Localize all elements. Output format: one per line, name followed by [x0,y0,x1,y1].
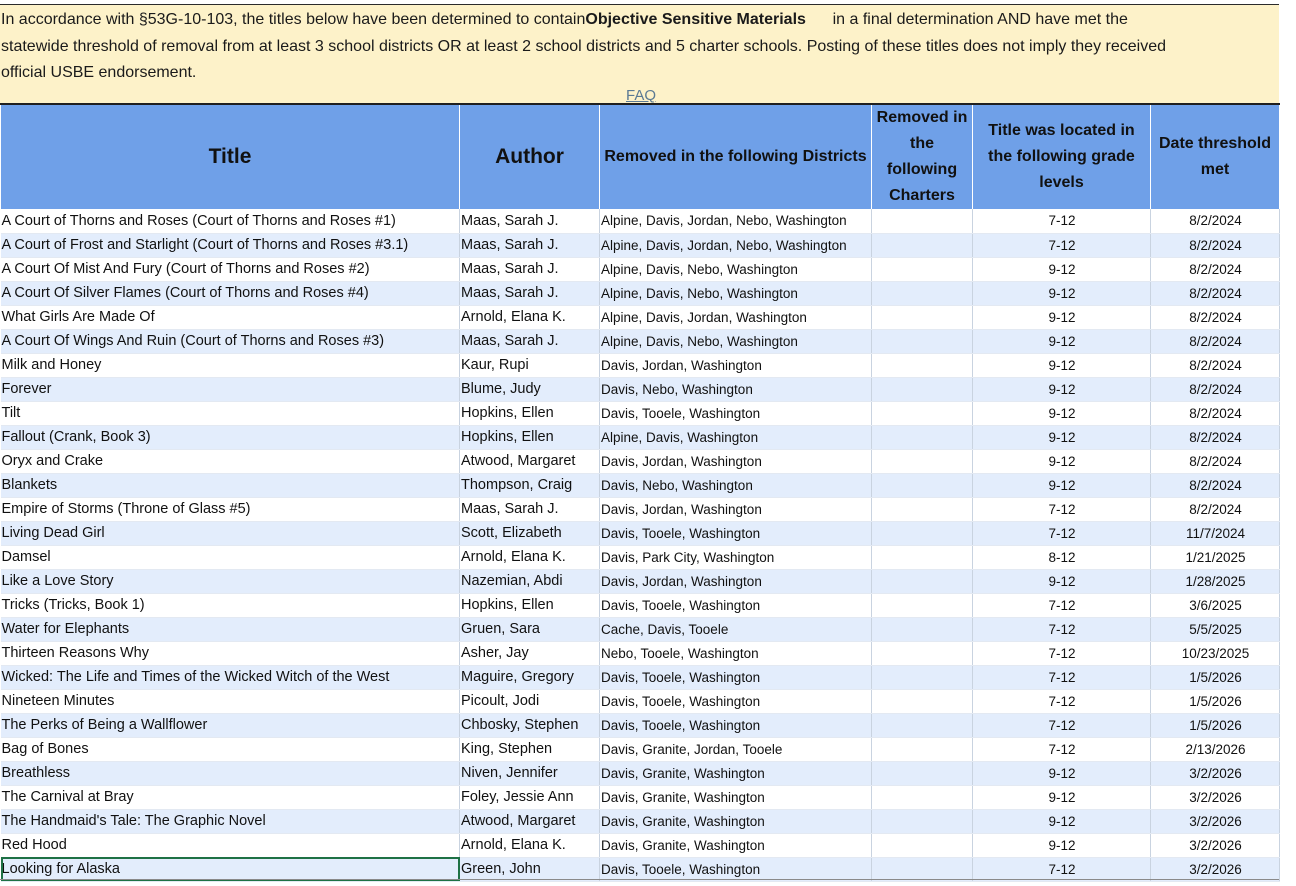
cell-charters[interactable] [872,305,973,329]
table-row [1,713,1280,737]
cell-charters[interactable] [872,737,973,761]
cell-date[interactable]: 8/2/2024 [1151,257,1280,281]
cell-date[interactable]: 1/5/2026 [1151,713,1280,737]
notice-banner [0,4,1279,104]
cell-title[interactable]: What Girls Are Made Of [1,305,460,329]
cell-charters[interactable] [872,281,973,305]
cell-charters[interactable] [872,617,973,641]
cell-title[interactable]: Thirteen Reasons Why [1,641,460,665]
cell-charters[interactable] [872,713,973,737]
cell-grades[interactable]: 7-12 [973,233,1151,257]
header-author[interactable]: Author [460,104,600,209]
cell-title[interactable]: Breathless [1,761,460,785]
cell-charters[interactable] [872,209,973,233]
cell-date[interactable]: 2/13/2026 [1151,737,1280,761]
cell-grades[interactable]: 7-12 [973,857,1151,881]
cell-grades[interactable]: 9-12 [973,305,1151,329]
cell-grades[interactable]: 9-12 [973,353,1151,377]
cell-author[interactable]: Maas, Sarah J. [460,233,600,257]
cell-title[interactable]: Oryx and Crake [1,449,460,473]
header-date[interactable]: Date threshold met [1151,104,1280,209]
table-row [1,449,1280,473]
cell-districts[interactable]: Alpine, Davis, Washington [600,425,872,449]
table-row [1,857,1280,881]
cell-title[interactable]: Living Dead Girl [1,521,460,545]
cell-title[interactable]: A Court Of Mist And Fury (Court of Thorns and Roses #2) [1,257,460,281]
cell-title[interactable]: Forever [1,377,460,401]
cell-districts[interactable]: Davis, Granite, Washington [600,761,872,785]
table-row [1,569,1280,593]
cell-grades[interactable]: 7-12 [973,641,1151,665]
table-row [1,473,1280,497]
cell-districts[interactable]: Alpine, Davis, Nebo, Washington [600,329,872,353]
cell-title[interactable]: Damsel [1,545,460,569]
cell-grades[interactable]: 9-12 [973,785,1151,809]
cell-grades[interactable]: 7-12 [973,689,1151,713]
cell-grades[interactable]: 9-12 [973,281,1151,305]
notice-text [1,7,1279,87]
cell-date[interactable]: 3/2/2026 [1151,761,1280,785]
cell-grades[interactable]: 9-12 [973,833,1151,857]
cell-charters[interactable] [872,761,973,785]
cell-charters[interactable] [872,497,973,521]
cell-author[interactable]: Atwood, Margaret [460,449,600,473]
cell-date[interactable]: 8/2/2024 [1151,353,1280,377]
cell-charters[interactable] [872,641,973,665]
cell-districts[interactable]: Davis, Granite, Washington [600,833,872,857]
cell-author[interactable]: Maas, Sarah J. [460,281,600,305]
cell-date[interactable]: 8/2/2024 [1151,377,1280,401]
header-grades[interactable]: Title was located in the following grade levels [973,104,1151,209]
cell-date[interactable]: 3/2/2026 [1151,809,1280,833]
table-row [1,401,1280,425]
cell-date[interactable]: 3/2/2026 [1151,833,1280,857]
cell-districts[interactable]: Davis, Tooele, Washington [600,401,872,425]
cell-charters[interactable] [872,833,973,857]
cell-grades[interactable]: 9-12 [973,425,1151,449]
cell-author[interactable]: Arnold, Elana K. [460,545,600,569]
cell-title[interactable]: Blankets [1,473,460,497]
cell-districts[interactable]: Davis, Jordan, Washington [600,353,872,377]
cell-date[interactable]: 1/5/2026 [1151,689,1280,713]
cell-districts[interactable]: Davis, Jordan, Washington [600,449,872,473]
cell-grades[interactable]: 9-12 [973,569,1151,593]
cell-date[interactable]: 3/2/2026 [1151,785,1280,809]
cell-author[interactable]: Atwood, Margaret [460,809,600,833]
table-row [1,641,1280,665]
header-row [1,104,1280,209]
cell-charters[interactable] [872,329,973,353]
table-row [1,281,1280,305]
cell-charters[interactable] [872,353,973,377]
table-row [1,209,1280,233]
table-row [1,257,1280,281]
cell-districts[interactable]: Davis, Tooele, Washington [600,689,872,713]
cell-charters[interactable] [872,785,973,809]
cell-grades[interactable]: 9-12 [973,257,1151,281]
cell-author[interactable]: Kaur, Rupi [460,353,600,377]
cell-title[interactable]: The Carnival at Bray [1,785,460,809]
titles-table [0,103,1280,882]
cell-title[interactable]: The Perks of Being a Wallflower [1,713,460,737]
cell-date[interactable]: 8/2/2024 [1151,473,1280,497]
cell-author[interactable]: Arnold, Elana K. [460,833,600,857]
cell-author[interactable]: Niven, Jennifer [460,761,600,785]
cell-title[interactable]: A Court Of Silver Flames (Court of Thorns and Roses #4) [1,281,460,305]
table-row [1,809,1280,833]
notice-bold: Objective Sensitive Materials [585,11,806,28]
cell-districts[interactable]: Davis, Granite, Washington [600,809,872,833]
cell-charters[interactable] [872,569,973,593]
table-row [1,833,1280,857]
cell-districts[interactable]: Davis, Park City, Washington [600,545,872,569]
table-row [1,233,1280,257]
table-row [1,617,1280,641]
table-body [1,209,1280,881]
cell-grades[interactable]: 9-12 [973,473,1151,497]
table-row [1,593,1280,617]
cell-charters[interactable] [872,257,973,281]
cell-title[interactable]: Fallout (Crank, Book 3) [1,425,460,449]
cell-grades[interactable]: 7-12 [973,497,1151,521]
cell-charters[interactable] [872,401,973,425]
cell-title[interactable]: Tilt [1,401,460,425]
cell-author[interactable]: Maas, Sarah J. [460,329,600,353]
cell-date[interactable]: 5/5/2025 [1151,617,1280,641]
cell-grades[interactable]: 7-12 [973,713,1151,737]
cell-title[interactable]: Red Hood [1,833,460,857]
cell-author[interactable]: Picoult, Jodi [460,689,600,713]
table-row [1,785,1280,809]
cell-title[interactable]: Looking for Alaska [1,857,460,881]
cell-districts[interactable]: Cache, Davis, Tooele [600,617,872,641]
cell-districts[interactable]: Davis, Granite, Washington [600,785,872,809]
table-row [1,761,1280,785]
cell-charters[interactable] [872,521,973,545]
table-row [1,425,1280,449]
cell-title[interactable]: Milk and Honey [1,353,460,377]
cell-author[interactable]: Hopkins, Ellen [460,401,600,425]
notice-pre: In accordance with §53G-10-103, the titles below have been determined to contain [1,11,586,28]
cell-districts[interactable]: Alpine, Davis, Jordan, Nebo, Washington [600,209,872,233]
cell-author[interactable]: Chbosky, Stephen [460,713,600,737]
cell-districts[interactable]: Davis, Nebo, Washington [600,377,872,401]
table-row [1,737,1280,761]
cell-charters[interactable] [872,665,973,689]
cell-title[interactable]: Empire of Storms (Throne of Glass #5) [1,497,460,521]
cell-author[interactable]: Asher, Jay [460,641,600,665]
cell-date[interactable]: 10/23/2025 [1151,641,1280,665]
cell-author[interactable]: Hopkins, Ellen [460,593,600,617]
faq-link[interactable]: FAQ [626,87,657,104]
table-row [1,353,1280,377]
cell-grades[interactable]: 9-12 [973,761,1151,785]
cell-districts[interactable]: Alpine, Davis, Jordan, Nebo, Washington [600,233,872,257]
cell-grades[interactable]: 9-12 [973,449,1151,473]
cell-author[interactable]: Maas, Sarah J. [460,257,600,281]
cell-charters[interactable] [872,809,973,833]
cell-charters[interactable] [872,545,973,569]
cell-author[interactable]: Nazemian, Abdi [460,569,600,593]
cell-districts[interactable]: Davis, Jordan, Washington [600,497,872,521]
cell-date[interactable]: 3/6/2025 [1151,593,1280,617]
cell-date[interactable]: 8/2/2024 [1151,305,1280,329]
header-districts[interactable]: Removed in the following Districts [600,104,872,209]
cell-date[interactable]: 8/2/2024 [1151,425,1280,449]
table-row [1,665,1280,689]
cell-charters[interactable] [872,377,973,401]
table-row [1,377,1280,401]
table-row [1,521,1280,545]
cell-charters[interactable] [872,233,973,257]
cell-grades[interactable]: 7-12 [973,209,1151,233]
cell-districts[interactable]: Davis, Granite, Jordan, Tooele [600,737,872,761]
cell-title[interactable]: A Court of Frost and Starlight (Court of Thorns and Roses #3.1) [1,233,460,257]
cell-author[interactable]: Foley, Jessie Ann [460,785,600,809]
cell-title[interactable]: Like a Love Story [1,569,460,593]
cell-title[interactable]: Bag of Bones [1,737,460,761]
cell-author[interactable]: Maas, Sarah J. [460,497,600,521]
table-row [1,497,1280,521]
cell-author[interactable]: Arnold, Elana K. [460,305,600,329]
cell-grades[interactable]: 8-12 [973,545,1151,569]
cell-title[interactable]: A Court of Thorns and Roses (Court of Thorns and Roses #1) [1,209,460,233]
cell-date[interactable]: 1/28/2025 [1151,569,1280,593]
cell-districts[interactable]: Davis, Nebo, Washington [600,473,872,497]
cell-grades[interactable]: 7-12 [973,665,1151,689]
cell-grades[interactable]: 9-12 [973,401,1151,425]
cell-author[interactable]: Maguire, Gregory [460,665,600,689]
cell-grades[interactable]: 7-12 [973,593,1151,617]
cell-author[interactable]: Green, John [460,857,600,881]
cell-date[interactable]: 8/2/2024 [1151,401,1280,425]
cell-districts[interactable]: Davis, Jordan, Washington [600,569,872,593]
table-row [1,689,1280,713]
cell-charters[interactable] [872,449,973,473]
cell-title[interactable]: Nineteen Minutes [1,689,460,713]
cell-charters[interactable] [872,473,973,497]
cell-grades[interactable]: 9-12 [973,809,1151,833]
cell-grades[interactable]: 9-12 [973,377,1151,401]
table-bottom-border [0,879,1279,880]
cell-districts[interactable]: Davis, Tooele, Washington [600,713,872,737]
cell-grades[interactable]: 7-12 [973,737,1151,761]
cell-grades[interactable]: 9-12 [973,329,1151,353]
cell-charters[interactable] [872,857,973,881]
header-title[interactable]: Title [1,104,460,209]
cell-grades[interactable]: 7-12 [973,521,1151,545]
cell-author[interactable]: King, Stephen [460,737,600,761]
table-row [1,305,1280,329]
cell-author[interactable]: Hopkins, Ellen [460,425,600,449]
cell-title[interactable]: Wicked: The Life and Times of the Wicked Witch of the West [1,665,460,689]
cell-districts[interactable]: Davis, Tooele, Washington [600,665,872,689]
table-row [1,329,1280,353]
cell-author[interactable]: Scott, Elizabeth [460,521,600,545]
cell-districts[interactable]: Alpine, Davis, Nebo, Washington [600,281,872,305]
cell-date[interactable]: 8/2/2024 [1151,233,1280,257]
cell-date[interactable]: 8/2/2024 [1151,497,1280,521]
cell-title[interactable]: Water for Elephants [1,617,460,641]
cell-charters[interactable] [872,593,973,617]
cell-author[interactable]: Blume, Judy [460,377,600,401]
cell-date[interactable]: 8/2/2024 [1151,281,1280,305]
cell-districts[interactable]: Nebo, Tooele, Washington [600,641,872,665]
header-charters[interactable]: Removed in the following Charters [872,104,973,209]
cell-author[interactable]: Thompson, Craig [460,473,600,497]
cell-charters[interactable] [872,425,973,449]
cell-charters[interactable] [872,689,973,713]
cell-date[interactable]: 8/2/2024 [1151,329,1280,353]
cell-author[interactable]: Gruen, Sara [460,617,600,641]
cell-districts[interactable]: Davis, Tooele, Washington [600,593,872,617]
cell-districts[interactable]: Davis, Tooele, Washington [600,521,872,545]
cell-date[interactable]: 8/2/2024 [1151,209,1280,233]
table-row [1,545,1280,569]
cell-date[interactable]: 1/5/2026 [1151,665,1280,689]
cell-title[interactable]: The Handmaid's Tale: The Graphic Novel [1,809,460,833]
cell-date[interactable]: 1/21/2025 [1151,545,1280,569]
cell-date[interactable]: 8/2/2024 [1151,449,1280,473]
cell-grades[interactable]: 7-12 [973,617,1151,641]
notice-line3: official USBE endorsement. [1,64,197,81]
cell-title[interactable]: Tricks (Tricks, Book 1) [1,593,460,617]
cell-districts[interactable]: Alpine, Davis, Nebo, Washington [600,257,872,281]
cell-date[interactable]: 11/7/2024 [1151,521,1280,545]
cell-districts[interactable]: Alpine, Davis, Jordan, Washington [600,305,872,329]
cell-title[interactable]: A Court Of Wings And Ruin (Court of Thorns and Roses #3) [1,329,460,353]
notice-line1-post: in a final determination AND have met the [832,11,1128,28]
cell-districts[interactable]: Davis, Tooele, Washington [600,857,872,881]
cell-date[interactable]: 3/2/2026 [1151,857,1280,881]
notice-line2: statewide threshold of removal from at least 3 school districts OR at least 2 school districts and 5 charter schools. Posting of these titles does not imply they received [1,37,1166,55]
cell-author[interactable]: Maas, Sarah J. [460,209,600,233]
